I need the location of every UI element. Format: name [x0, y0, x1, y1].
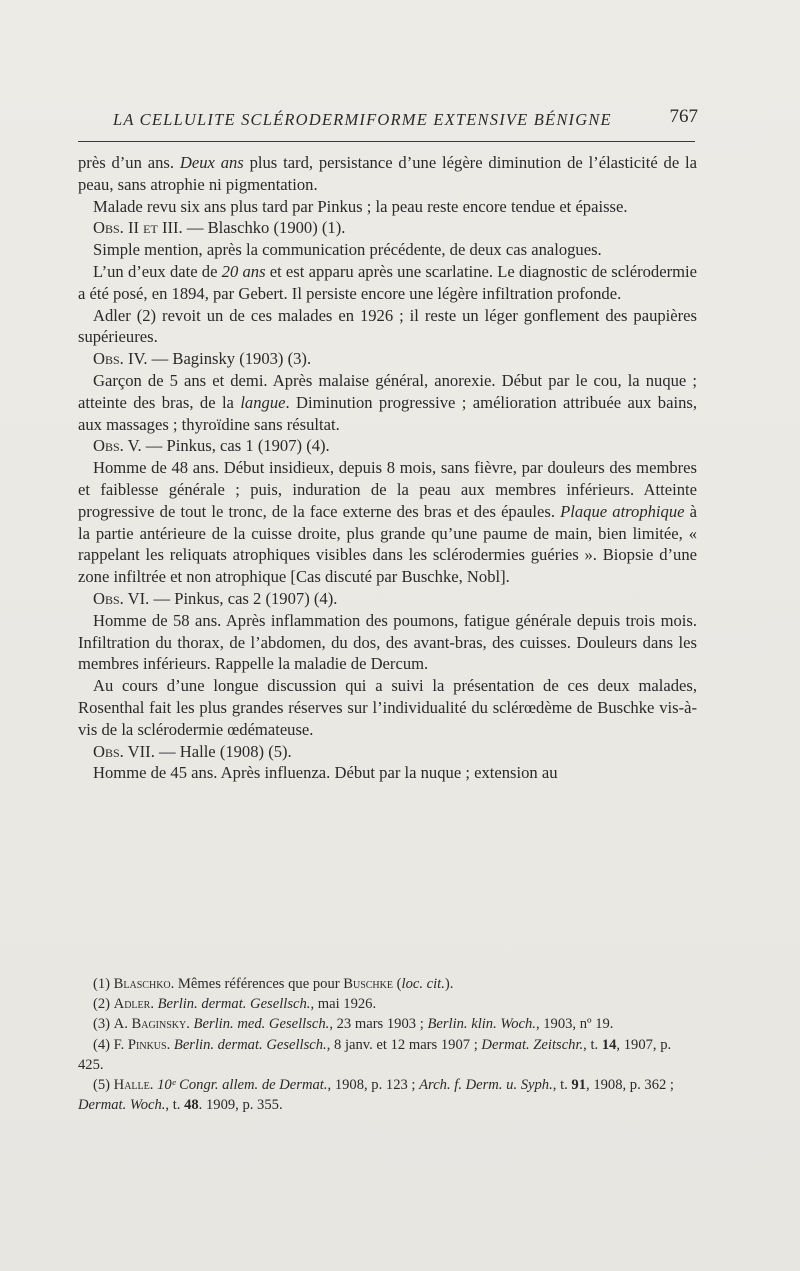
paragraph: près d’un ans. Deux ans plus tard, persistance d’une légère diminution de l’élasticité de la peau, sans atrophie ni pigmentation. [78, 153, 697, 194]
paragraph: Au cours d’une longue discussion qui a suivi la présentation de ces deux malades, Rosenthal fait les plus grandes réserves sur l’individualité du sclérœdème de Buschke vis-à-vis de la sclérodermie œdémateuse. [78, 676, 697, 739]
paragraph: L’un d’eux date de 20 ans et est apparu après une scarlatine. Le diagnostic de sclérodermie a été posé, en 1894, par Gebert. Il persiste encore une légère infiltration profonde. [78, 261, 697, 303]
paragraph: Homme de 45 ans. Après influenza. Début par la nuque ; extension au [93, 763, 558, 783]
paragraph: Simple mention, après la communication précédente, de deux cas analogues. [93, 240, 602, 260]
observation-heading: Obs. VII. — Halle (1908) (5). [93, 741, 292, 761]
paragraph: Malade revu six ans plus tard par Pinkus ; la peau reste encore tendue et épaisse. [93, 196, 628, 216]
paragraph: Garçon de 5 ans et demi. Après malaise général, anorexie. Début par le cou, la nuque ; atteinte des bras, de la langue. Diminution progressive ; amélioration attribuée aux bains, aux massages ; thyroïdine sans résultat. [78, 370, 697, 434]
footnote: (2) Adler. Berlin. dermat. Gesellsch., mai 1926. [93, 996, 377, 1013]
footnotes [78, 974, 697, 1115]
footnote: (4) F. Pinkus. Berlin. dermat. Gesellsch., 8 janv. et 12 mars 1907 ; Dermat. Zeitschr., t. 14, 1907, p. 425. [78, 1036, 672, 1073]
header-rule [78, 141, 695, 142]
page-number: 767 [669, 106, 698, 127]
paragraph: Homme de 58 ans. Après inflammation des poumons, fatigue générale depuis trois mois. Infiltration du thorax, de l’abdomen, du dos, des avant-bras, des cuisses. Douleurs dans les membres inférieurs. Rappelle la maladie de Dercum. [78, 610, 697, 674]
observation-heading: Obs. V. — Pinkus, cas 1 (1907) (4). [93, 436, 330, 456]
observation-heading: Obs. II et III. — Blaschko (1900) (1). [93, 218, 346, 238]
paragraph: Homme de 48 ans. Début insidieux, depuis 8 mois, sans fièvre, par douleurs des membres et faiblesse générale ; puis, induration de la peau aux membres inférieurs. Atteinte progressive de tout le tronc, de la face externe des bras et des épaules. Plaque atrophique à la partie antérieure de la cuisse droite, plus grande qu’une paume de main, bien limitée, « rappelant les reliquats atrophiques visibles dans les sclérodermies guéries ». Biopsie d’une zone infiltrée et non atrophique [Cas discuté par Buschke, Nobl]. [78, 458, 697, 587]
running-head [113, 104, 698, 134]
footnote: (5) Halle. 10ᵉ Congr. allem. de Dermat., 1908, p. 123 ; Arch. f. Derm. u. Syph., t. 91, 1908, p. 362 ; Dermat. Woch., t. 48. 1909, p. 355. [78, 1077, 674, 1114]
footnote: (3) A. Baginsky. Berlin. med. Gesellsch., 23 mars 1903 ; Berlin. klin. Woch., 1903, nº 19. [93, 1016, 614, 1033]
paragraph: Adler (2) revoit un de ces malades en 1926 ; il reste un léger gonflement des paupières supérieures. [78, 305, 697, 347]
observation-heading: Obs. IV. — Baginsky (1903) (3). [93, 349, 312, 369]
body-text [78, 152, 697, 784]
running-title: LA CELLULITE SCLÉRODERMIFORME EXTENSIVE BÉNIGNE [113, 110, 612, 129]
observation-heading: Obs. VI. — Pinkus, cas 2 (1907) (4). [93, 588, 338, 608]
footnote: (1) Blaschko. Mêmes références que pour Buschke (loc. cit.). [93, 976, 454, 992]
